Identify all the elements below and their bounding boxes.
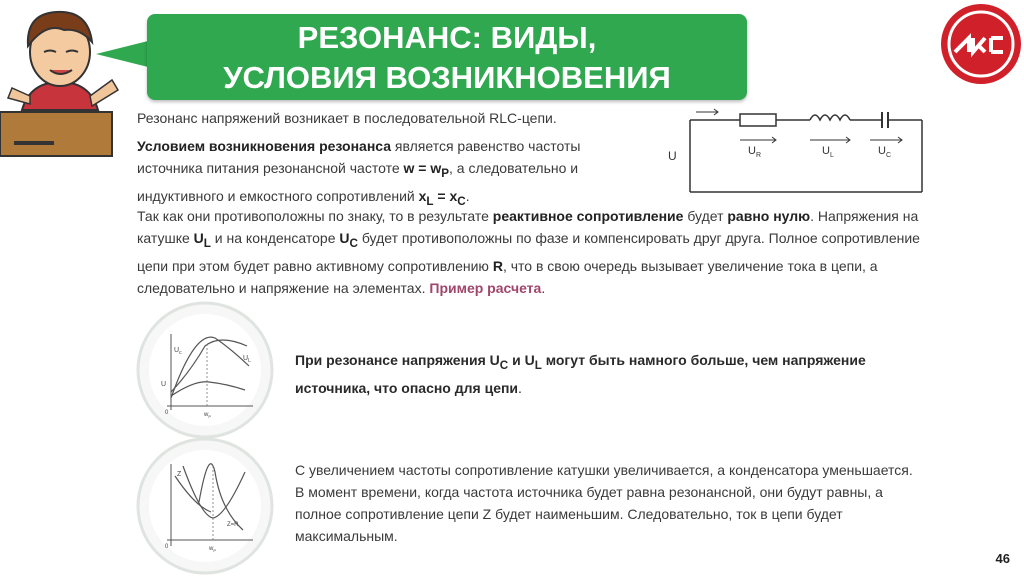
graph1-label-uc-sub: c [179,350,182,356]
condition-text-1: является равенство частоты источника питания резонансной частоте [137,138,581,176]
formula-x-mid: = x [433,187,458,204]
graph2-label-zr: Z=R [227,522,239,528]
graph1-label-ul-sub: L [248,358,251,364]
circuit-label-ul-sub: L [829,152,834,159]
formula-x: x [418,187,427,204]
condition-text-2: , а следовательно и индуктивного и емкостного сопротивлений [137,160,579,204]
page-number: 46 [995,551,1010,566]
para2-ul: U [193,230,204,246]
formula-xl-sub: L [426,194,434,208]
impedance-frequency-graph [135,436,275,576]
para2-text-6: , что в свою очередь вызывает увеличение тока в цепи, а следовательно и напряжение на элементах. [137,257,878,296]
para2-text-5: будет противоположны по фазе и компенсировать друг друга. Полное сопротивление цепи при этом будет равно активному сопротивлению [137,230,920,274]
note1-sub-c: C [499,358,509,372]
title-line-2: УСЛОВИЯ ВОЗНИКНОВЕНИЯ [223,60,671,95]
condition-text-3: . [465,187,470,204]
para2-text-1: Так как они противоположны по знаку, то в результате [137,208,493,224]
resonance-voltage-graph [135,300,275,440]
para2-ul-sub: L [203,236,211,250]
note1-text-1: При резонансе напряжения U [295,352,500,368]
note1-sub-l: L [534,358,542,372]
graph2-label-wp: w [209,546,214,552]
graph1-label-origin: 0 [165,410,169,416]
speech-bubble-tail [96,40,152,68]
para2-text-3: . Напряжения на катушке [137,208,919,246]
graph2-label-z: Z [177,471,182,478]
title-banner [147,14,747,100]
svg-text:UL [822,145,834,159]
graph1-label-wp-sub: P [208,414,212,419]
teacher-character-illustration [0,0,150,160]
para2-bold-1: реактивное сопротивление [492,208,684,224]
graph1-label-uc: U [174,347,180,354]
graph1-label-wp: w [204,412,209,418]
graph1-label-u: U [161,381,167,388]
para2-text-7: . [541,279,546,296]
svg-text:UR [748,145,761,159]
formula-w-sub: P [441,166,450,180]
note1-text-2: и U [508,352,535,368]
condition-bold: Условием возникновения резонанса [137,138,392,154]
para2-bold-2: равно нулю [727,208,811,224]
logo-icon [933,0,1023,90]
note1-text-3: могут быть намного больше, чем напряжение источника, что опасно для цепи [295,352,866,396]
svg-text:wP [208,546,216,553]
circuit-label-ur-sub: R [755,152,762,159]
para2-uc-sub: C [349,236,358,250]
intro-text: Резонанс напряжений возникает в последовательной RLC-цепи. [137,110,557,126]
note-danger-text [295,349,935,399]
para2-text-2: будет [683,208,728,224]
graph1-label-ul: U [243,355,249,362]
circuit-label-ur: U [748,145,756,157]
para2-uc: U [339,230,350,246]
circuit-label-u: U [668,149,677,163]
circuit-label-uc-sub: C [885,152,892,159]
para2-text-4: и на конденсаторе [210,230,340,246]
example-calculation-link[interactable]: Пример расчета [429,279,542,296]
svg-text:UC [878,145,891,159]
note1-text-4: . [518,379,522,396]
svg-text:wP [203,412,211,419]
explanation-paragraph [137,205,927,299]
circuit-label-uc: U [878,145,886,157]
formula-w: w = w [403,160,442,176]
circuit-label-ul: U [822,145,830,157]
condition-paragraph [137,135,627,213]
title-line-1: РЕЗОНАНС: ВИДЫ, [297,20,597,55]
rlc-circuit-diagram [660,100,930,200]
formula-xc-sub: C [457,194,466,208]
note-frequency-text: С увеличением частоты сопротивление катушки увеличивается, а конденсатора уменьшается. В момент времени, когда частота источника будет равна резонансной, они будут равны, а полное сопротивление цепи Z будет наименьшим. Следовательно, ток в цепи будет максимальным. [295,462,913,544]
para2-r: R [492,257,503,274]
graph2-label-wp-sub: P [213,548,217,553]
graph2-label-origin: 0 [165,544,169,550]
